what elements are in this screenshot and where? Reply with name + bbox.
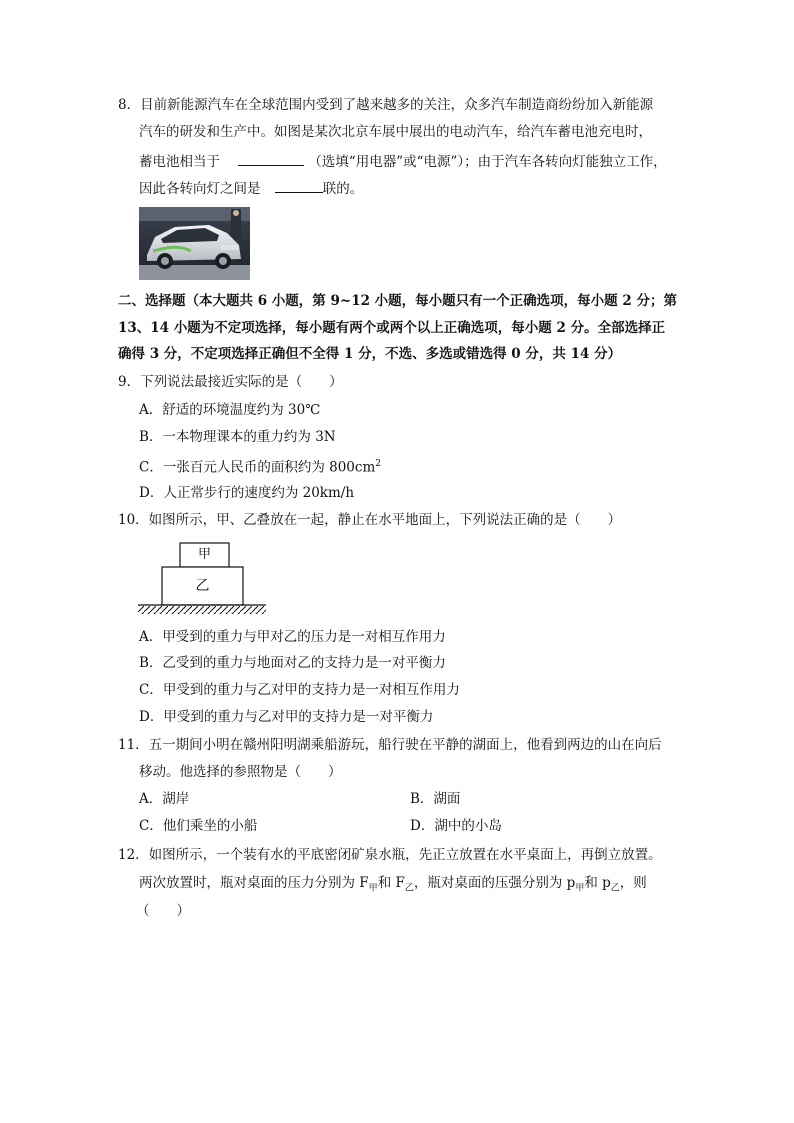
q10-option-b[interactable]: B．乙受到的重力与地面对乙的支持力是一对平衡力	[139, 655, 446, 671]
q8-text-4b: 联的。	[322, 181, 364, 197]
q12-line-2	[139, 873, 647, 899]
q10-stem: 10．如图所示，甲、乙叠放在一起，静止在水平地面上，下列说法正确的是（ ）	[118, 512, 622, 528]
q8-line-1	[118, 95, 653, 115]
q11-line-1: 11．五一期间小明在赣州阳明湖乘船游玩，船行驶在平静的湖面上，他看到两边的山在向后	[118, 737, 662, 753]
stacked-blocks-diagram	[138, 540, 268, 620]
q9-stem: 9．下列说法最接近实际的是（ ）	[118, 374, 343, 390]
q9-option-c[interactable]	[139, 454, 381, 478]
q10-option-a[interactable]: A．甲受到的重力与甲对乙的压力是一对相互作用力	[139, 629, 446, 645]
q8-text-3b: （选填“用电器”或“电源”）；由于汽车各转向灯能独立工作，	[308, 154, 667, 170]
q9-option-a[interactable]: A．舒适的环境温度约为 30℃	[139, 402, 321, 418]
q10-option-d[interactable]: D．甲受到的重力与乙对甲的支持力是一对平衡力	[139, 709, 434, 725]
block-jia-label: 甲	[197, 547, 211, 562]
q9-option-b[interactable]: B．一本物理课本的重力约为 3N	[139, 429, 336, 445]
q12-text-2b: 和 F	[377, 875, 405, 891]
q8-blank-1[interactable]	[238, 151, 304, 166]
q11-option-d[interactable]: D．湖中的小岛	[410, 818, 502, 834]
q9-option-c-sup: 2	[375, 459, 381, 469]
q12-sub-yi-2: 乙	[610, 883, 620, 894]
q8-text-4a: 因此各转向灯之间是	[139, 181, 261, 197]
q8-line-4	[139, 178, 363, 199]
q12-text-2d: 和 p	[584, 875, 611, 891]
q8-line-2: 汽车的研发和生产中。如图是某次北京车展中展出的电动汽车，给汽车蓄电池充电时，	[139, 124, 652, 140]
q9-option-c-text: C．一张百元人民币的面积约为 800cm	[139, 459, 376, 476]
electric-car-photo	[139, 207, 250, 280]
q12-text-2a: 两次放置时，瓶对桌面的压力分别为 F	[139, 875, 369, 891]
q10-option-c[interactable]: C．甲受到的重力与乙对甲的支持力是一对相互作用力	[139, 682, 460, 698]
q8-number: 8．	[118, 97, 141, 113]
q12-text-2e: ，则	[619, 875, 647, 891]
q12-sub-jia-1: 甲	[368, 883, 378, 894]
q8-line-3	[139, 151, 667, 172]
q8-text-3a: 蓄电池相当于	[139, 154, 220, 170]
q12-text-2c: ，瓶对桌面的压强分别为 p	[413, 875, 576, 891]
section2-line-1: 二、选择题（本大题共 6 小题，第 9~12 小题，每小题只有一个正确选项，每小题 2 分；第	[118, 293, 677, 309]
block-yi-label: 乙	[195, 578, 210, 594]
q8-text-1: 目前新能源汽车在全球范围内受到了越来越多的关注，众多汽车制造商纷纷加入新能源	[140, 97, 654, 113]
q11-option-a[interactable]: A．湖岸	[139, 791, 190, 807]
q11-option-c[interactable]: C．他们乘坐的小船	[139, 818, 258, 834]
q11-line-2: 移动。他选择的参照物是（ ）	[139, 764, 342, 780]
q11-option-b[interactable]: B．湖面	[410, 791, 461, 807]
q12-sub-yi-1: 乙	[404, 883, 414, 894]
q12-line-1: 12．如图所示，一个装有水的平底密闭矿泉水瓶，先正立放置在水平桌面上，再倒立放置。	[118, 847, 662, 863]
q12-sub-jia-2: 甲	[575, 883, 585, 894]
section2-line-3: 确得 3 分，不定项选择正确但不全得 1 分，不选、多选或错选得 0 分，共 14 分）	[118, 346, 622, 362]
q8-blank-2[interactable]	[275, 178, 323, 193]
q9-option-d[interactable]: D．人正常步行的速度约为 20km/h	[139, 485, 355, 501]
q12-answer-bracket[interactable]: （ ）	[136, 903, 190, 919]
section2-line-2: 13、14 小题为不定项选择，每小题有两个或两个以上正确选项，每小题 2 分。全部选择正	[118, 320, 666, 336]
